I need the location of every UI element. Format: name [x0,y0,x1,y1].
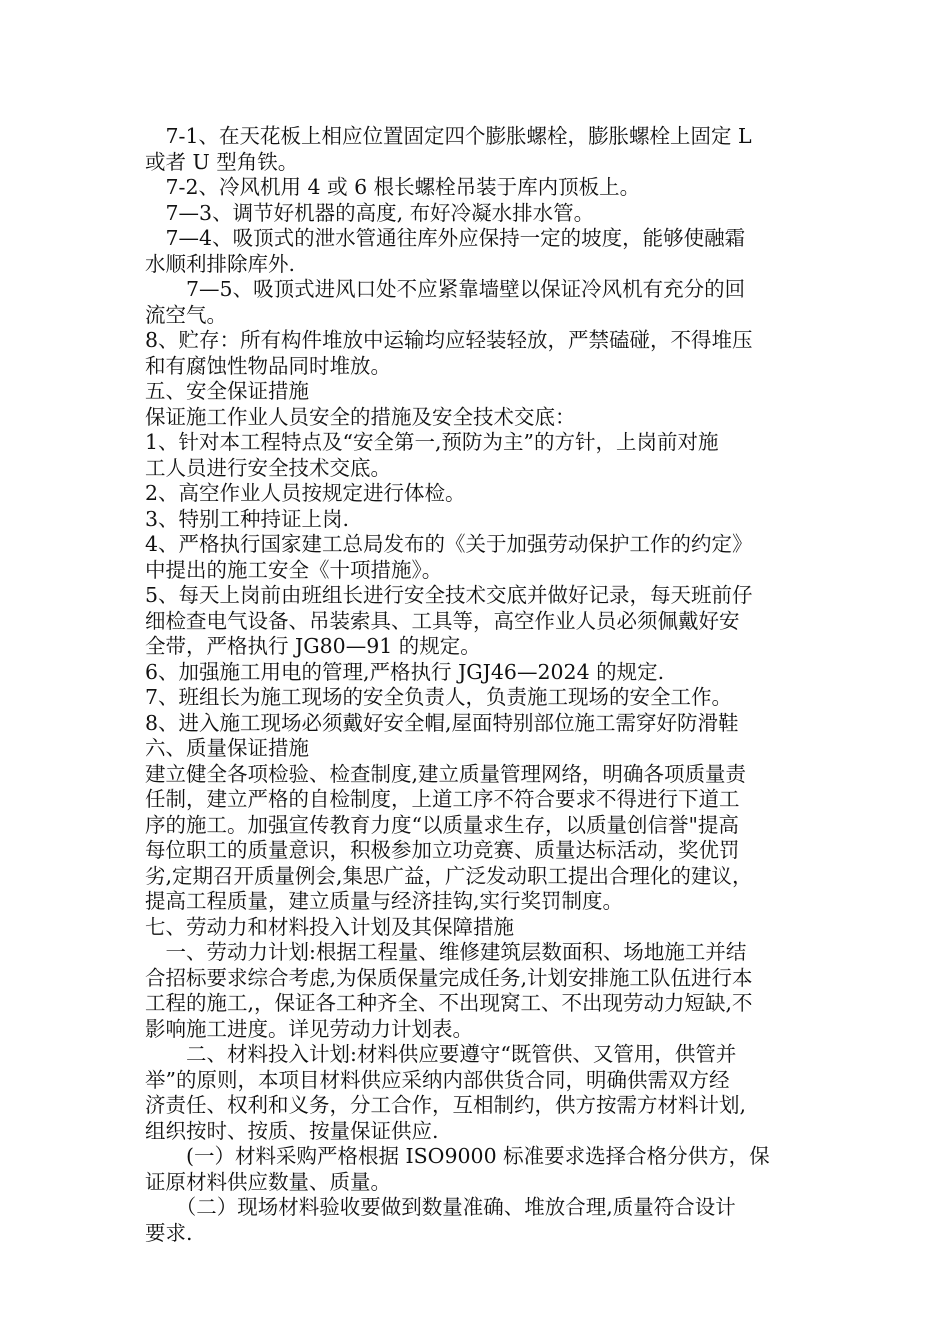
text-line: 和有腐蚀性物品同时堆放。 [145,353,391,378]
text-line: 影响施工进度。详见劳动力计划表。 [145,1016,473,1041]
text-line: 组织按时、按质、按量保证供应. [145,1118,439,1143]
text-line: 提高工程质量，建立质量与经济挂钩,实行奖罚制度。 [145,889,624,913]
text-line: 水顺利排除库外. [145,251,296,276]
text-line: 保证施工作业人员安全的措施及安全技术交底： [145,404,576,429]
text-line: 细检查电气设备、吊装索具、工具等，高空作业人员必须佩戴好安 [145,608,740,633]
text-line: 建立健全各项检验、检查制度,建立质量管理网络，明确各项质量责 [145,761,747,786]
text-line: 8、贮存：所有构件堆放中运输均应轻装轻放，严禁磕碰，不得堆压 [145,328,753,352]
text-line: 3、特别工种持证上岗. [145,506,350,531]
text-line: 5、每天上岗前由班组长进行安全技术交底并做好记录，每天班前仔 [145,583,753,607]
text-line: 6、加强施工用电的管理,严格执行 JGJ46—2024 的规定. [145,659,665,684]
text-line: (一）材料采购严格根据 ISO9000 标准要求选择合格分供方，保 [145,1144,770,1168]
text-line: 7、班组长为施工现场的安全负责人，负责施工现场的安全工作。 [145,685,733,709]
text-line: 或者 U 型角铁。 [145,149,299,174]
text-line: 证原材料供应数量、质量。 [145,1169,391,1194]
text-line: 4、严格执行国家建工总局发布的《关于加强劳动保护工作的约定》 [145,532,753,556]
text-line: 7-1、在天花板上相应位置固定四个膨胀螺栓，膨胀螺栓上固定 L [145,124,752,148]
text-line: 中提出的施工安全《十项措施》。 [145,557,443,582]
text-line: 任制，建立严格的自检制度，上道工序不符合要求不得进行下道工 [145,787,740,811]
text-line: 要求. [145,1220,193,1245]
text-line: 2、高空作业人员按规定进行体检。 [145,481,466,505]
text-line: 每位职工的质量意识，积极参加立功竞赛、质量达标活动，奖优罚 [145,838,740,862]
text-line: 工人员进行安全技术交底。 [145,455,391,480]
text-line: 7—4、吸顶式的泄水管通往库外应保持一定的坡度，能够使融霜 [145,226,746,250]
text-line: 7—3、调节好机器的高度, 布好冷凝水排水管。 [145,200,595,225]
text-line: 1、针对本工程特点及“安全第一,预防为主”的方针，上岗前对施 [145,430,719,454]
text-line: （二）现场材料验收要做到数量准确、堆放合理,质量符合设计 [145,1195,736,1219]
text-line: 济责任、权利和义务，分工合作，互相制约，供方按需方材料计划, [145,1093,747,1117]
text-line: 流空气。 [145,302,227,327]
text-line: 七、劳动力和材料投入计划及其保障措施 [145,914,514,939]
text-line: 7-2、冷风机用 4 或 6 根长螺栓吊装于库内顶板上。 [145,175,641,199]
text-line: 举”的原则，本项目材料供应采纳内部供货合同，明确供需双方经 [145,1067,730,1092]
document-body [145,124,810,1246]
text-line: 劣,定期召开质量例会,集思广益，广泛发动职工提出合理化的建议， [145,863,753,888]
text-line: 二、材料投入计划:材料供应要遵守“既管供、又管用，供管并 [145,1042,737,1066]
text-line: 一、劳动力计划:根据工程量、维修建筑层数面积、场地施工并结 [145,940,747,964]
text-line: 六、质量保证措施 [145,736,309,760]
text-line: 全带，严格执行 JG80—91 的规定。 [145,634,481,658]
text-line: 序的施工。加强宣传教育力度“以质量求生存，以质量创信誉"提高 [145,812,739,837]
text-line: 工程的施工,，保证各工种齐全、不出现窝工、不出现劳动力短缺,不 [145,991,753,1015]
text-line: 五、安全保证措施 [145,379,309,403]
text-line: 8、进入施工现场必须戴好安全帽,屋面特别部位施工需穿好防滑鞋 [145,710,739,735]
text-line: 合招标要求综合考虑,为保质保量完成任务,计划安排施工队伍进行本 [145,965,753,990]
text-line: 7—5、吸顶式进风口处不应紧靠墙壁以保证冷风机有充分的回 [145,277,746,301]
